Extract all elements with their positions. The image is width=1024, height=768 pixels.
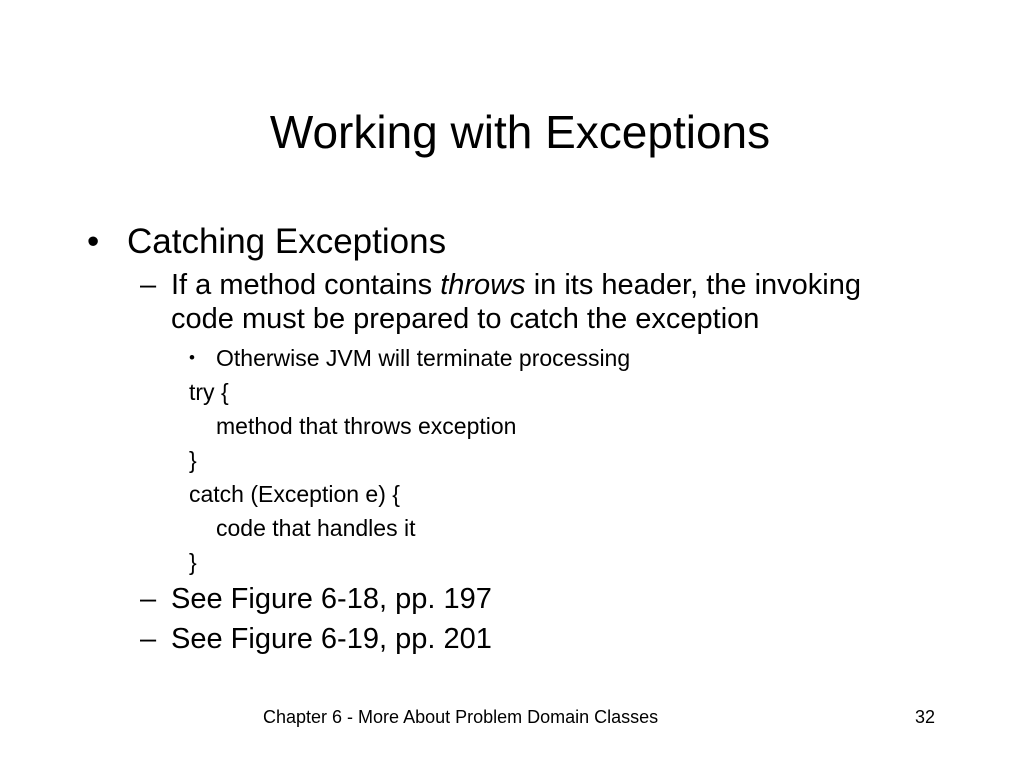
footer-chapter-title: Chapter 6 - More About Problem Domain Classes — [263, 707, 659, 727]
subbullet-text-suffix: in its header, the invoking — [525, 269, 861, 301]
dash-marker: – — [140, 269, 157, 301]
subsubbullet-text: Otherwise JVM will terminate processing — [216, 345, 631, 371]
subbullet-text-prefix: If a method contains — [171, 269, 441, 301]
dash-marker: – — [140, 583, 157, 615]
code-line-handler: code that handles it — [216, 515, 416, 541]
bullet-text: Catching Exceptions — [127, 222, 447, 261]
dash-marker: – — [140, 623, 157, 655]
subbullet-text — [171, 269, 861, 302]
code-line-catch: catch (Exception e) { — [189, 481, 400, 507]
page-number: 32 — [915, 707, 936, 727]
code-line-close-catch: } — [189, 549, 197, 575]
bullet-marker: • — [87, 222, 100, 261]
subbullet-text-line2: code must be prepared to catch the exception — [171, 303, 760, 335]
subbullet-text: See Figure 6-18, pp. 197 — [171, 583, 492, 615]
code-line-method: method that throws exception — [216, 413, 517, 439]
slide-title: Working with Exceptions — [269, 106, 771, 158]
throws-keyword: throws — [440, 269, 526, 301]
subbullet-text: See Figure 6-19, pp. 201 — [171, 623, 492, 655]
bullet-marker-small: • — [189, 348, 195, 367]
code-line-close-try: } — [189, 447, 197, 473]
code-line-try: try { — [189, 379, 229, 405]
